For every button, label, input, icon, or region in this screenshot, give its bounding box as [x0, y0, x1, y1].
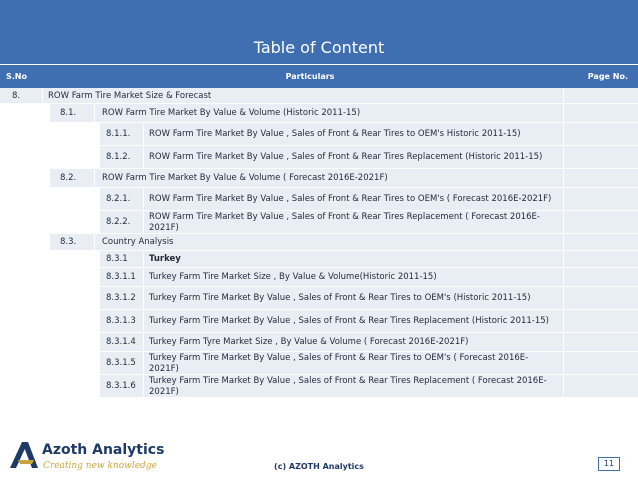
toc-number: 8.1.1.	[106, 129, 131, 140]
toc-number: 8.1.2.	[106, 152, 131, 163]
toc-row	[0, 104, 638, 123]
toc-number: 8.3.1.5	[106, 358, 136, 369]
toc-number: 8.3.1.4	[106, 337, 136, 348]
toc-number: 8.3.1.2	[106, 293, 136, 304]
toc-number: 8.1.	[60, 108, 77, 119]
toc-number: 8.3.1	[106, 254, 128, 265]
toc-row	[0, 352, 638, 375]
toc-entry: ROW Farm Tire Market By Value & Volume ( Forecast 2016E-2021F)	[102, 173, 388, 184]
toc-row	[0, 251, 638, 268]
toc-entry: Turkey Farm Tire Market By Value , Sales of Front & Rear Tires to OEM's (Historic 2011-15)	[149, 293, 531, 304]
toc-row	[0, 123, 638, 146]
title-bar	[0, 0, 638, 64]
toc-entry: Turkey Farm Tire Market By Value , Sales of Front & Rear Tires Replacement (Historic 2011-15)	[149, 316, 549, 327]
toc-entry: Turkey Farm Tire Market By Value , Sales of Front & Rear Tires Replacement ( Forecast 2016E-2021F)	[149, 376, 547, 397]
toc-row	[0, 188, 638, 211]
page-title: Table of Content	[253, 38, 385, 57]
brand-name: Azoth Analytics	[42, 442, 165, 458]
toc-row	[0, 88, 638, 104]
toc-entry: ROW Farm Tire Market By Value , Sales of Front & Rear Tires to OEM's ( Forecast 2016E-2021F)	[149, 194, 552, 205]
toc-row	[0, 146, 638, 169]
toc-entry: ROW Farm Tire Market By Value & Volume (Historic 2011-15)	[102, 108, 361, 119]
toc-entry: ROW Farm Tire Market By Value , Sales of Front & Rear Tires Replacement ( Forecast 2016E-2021F)	[149, 212, 540, 233]
toc-row	[0, 287, 638, 310]
toc-row	[0, 268, 638, 287]
toc-number: 8.3.1.6	[106, 381, 136, 392]
toc-number: 8.3.1.1	[106, 272, 136, 283]
toc-entry: Country Analysis	[102, 237, 174, 248]
toc-row	[0, 333, 638, 352]
toc-row	[0, 211, 638, 234]
toc-number: 8.3.	[60, 237, 77, 248]
toc-row	[0, 310, 638, 333]
toc-entry: Turkey Farm Tyre Market Size , By Value & Volume ( Forecast 2016E-2021F)	[149, 337, 469, 348]
toc-row	[0, 169, 638, 188]
brand-tagline: Creating new knowledge	[43, 461, 157, 471]
header-particulars: Particulars	[285, 72, 335, 81]
toc-number: 8.2.	[60, 173, 77, 184]
toc-number: 8.3.1.3	[106, 316, 136, 327]
header-sno: S.No	[6, 72, 27, 81]
toc-entry: Turkey Farm Tire Market By Value , Sales of Front & Rear Tires to OEM's ( Forecast 2016E-2021F)	[149, 353, 529, 374]
toc-row	[0, 375, 638, 398]
toc-number: 8.	[12, 90, 21, 101]
header-page-no: Page No.	[587, 72, 628, 81]
toc-row	[0, 234, 638, 251]
toc-entry: ROW Farm Tire Market Size & Forecast	[48, 90, 212, 101]
toc-number: 8.2.1.	[106, 194, 131, 205]
footer	[0, 432, 638, 479]
toc-entry: Turkey Farm Tire Market Size , By Value & Volume(Historic 2011-15)	[149, 272, 437, 283]
toc-number: 8.2.2.	[106, 217, 131, 228]
table-header	[0, 64, 638, 88]
toc-entry: ROW Farm Tire Market By Value , Sales of Front & Rear Tires Replacement (Historic 2011-15)	[149, 152, 543, 163]
toc-entry: ROW Farm Tire Market By Value , Sales of Front & Rear Tires to OEM's Historic 2011-15)	[149, 129, 521, 140]
copyright: (c) AZOTH Analytics	[274, 462, 364, 471]
page-number: 11	[598, 457, 620, 471]
toc-section-title: Turkey	[149, 254, 181, 265]
